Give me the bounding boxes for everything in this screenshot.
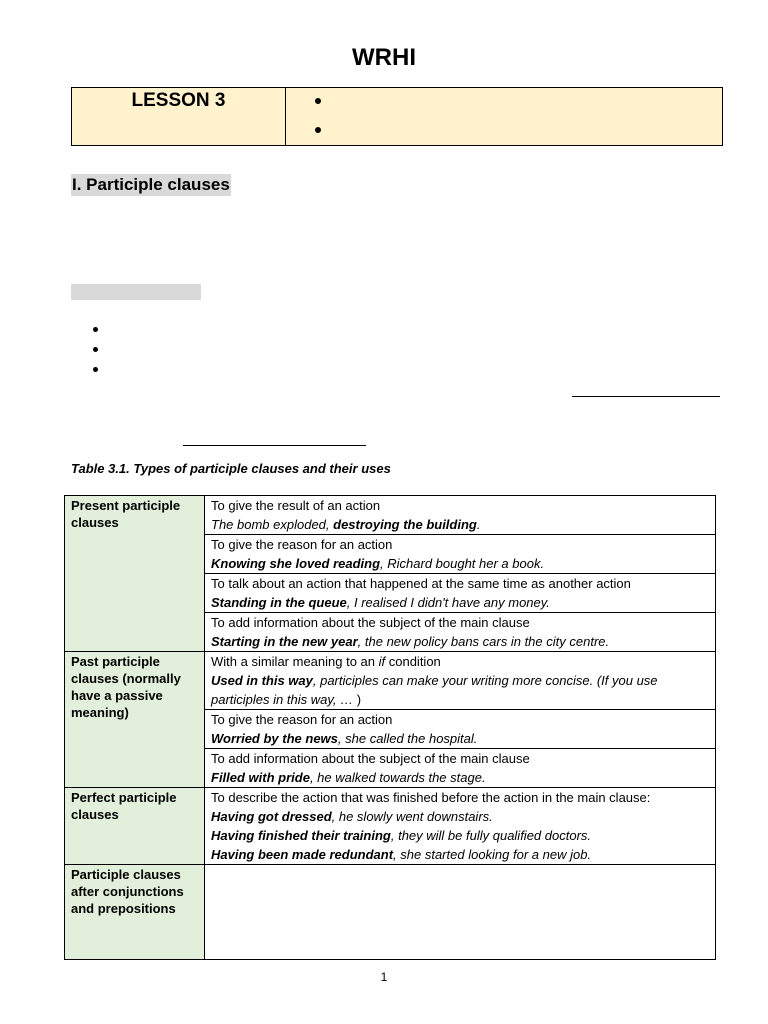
use-cell	[205, 749, 716, 788]
list-bullet	[93, 347, 98, 352]
use-text: To add information about the subject of the main clause	[211, 751, 530, 766]
example-text: Having finished their training, they will be fully qualified doctors.	[211, 828, 592, 843]
use-text: With a similar meaning to an if condition	[211, 654, 441, 669]
use-cell	[205, 710, 716, 749]
example-text: Having been made redundant, she started looking for a new job.	[211, 847, 592, 862]
use-cell	[205, 613, 716, 652]
objective-bullet	[315, 127, 321, 133]
clause-type-cell: Perfect participle clauses	[65, 788, 205, 865]
table-caption: Table 3.1. Types of participle clauses and their uses	[71, 461, 391, 476]
document-title: WRHI	[352, 44, 416, 71]
example-text: Having got dressed, he slowly went downstairs.	[211, 809, 493, 824]
example-text: Filled with pride, he walked towards the stage.	[211, 770, 486, 785]
clause-type-cell: Participle clauses after conjunctions and prepositions	[65, 865, 205, 960]
use-cell	[205, 788, 716, 865]
use-text: To add information about the subject of the main clause	[211, 615, 530, 630]
use-text: To talk about an action that happened at the same time as another action	[211, 576, 631, 591]
example-text: Starting in the new year, the new policy bans cars in the city centre.	[211, 634, 610, 649]
example-text: Used in this way, participles can make your writing more concise. (If you use participles in this way, … )	[211, 673, 658, 707]
example-text: Knowing she loved reading, Richard bought her a book.	[211, 556, 545, 571]
table-row	[65, 865, 716, 960]
use-text: To give the reason for an action	[211, 712, 393, 727]
page-number: 1	[380, 970, 388, 984]
blank-line	[572, 396, 720, 397]
list-bullet	[93, 327, 98, 332]
section-heading: I. Participle clauses	[72, 175, 230, 194]
use-cell	[205, 865, 716, 960]
highlight-bar	[71, 284, 201, 300]
lesson-label: LESSON 3	[131, 90, 226, 111]
clause-type-cell: Present participle clauses	[65, 496, 205, 652]
use-text: To describe the action that was finished before the action in the main clause:	[211, 790, 651, 805]
use-cell	[205, 574, 716, 613]
example-text: Standing in the queue, I realised I didn't have any money.	[211, 595, 550, 610]
clause-type-cell: Past participle clauses (normally have a passive meaning)	[65, 652, 205, 788]
table-row	[65, 496, 716, 535]
example-text: Worried by the news, she called the hospital.	[211, 731, 478, 746]
lesson-label-cell	[72, 88, 286, 145]
lesson-objectives-cell	[286, 88, 722, 145]
list-bullet	[93, 367, 98, 372]
use-cell	[205, 496, 716, 535]
objective-bullet	[315, 98, 321, 104]
example-text: The bomb exploded, destroying the building.	[211, 517, 481, 532]
participle-clauses-table	[64, 495, 716, 960]
use-cell	[205, 652, 716, 710]
use-cell	[205, 535, 716, 574]
use-text: To give the reason for an action	[211, 537, 393, 552]
blank-line	[183, 445, 366, 446]
lesson-box	[71, 87, 723, 146]
table-row	[65, 652, 716, 710]
table-row	[65, 788, 716, 865]
use-text: To give the result of an action	[211, 498, 381, 513]
